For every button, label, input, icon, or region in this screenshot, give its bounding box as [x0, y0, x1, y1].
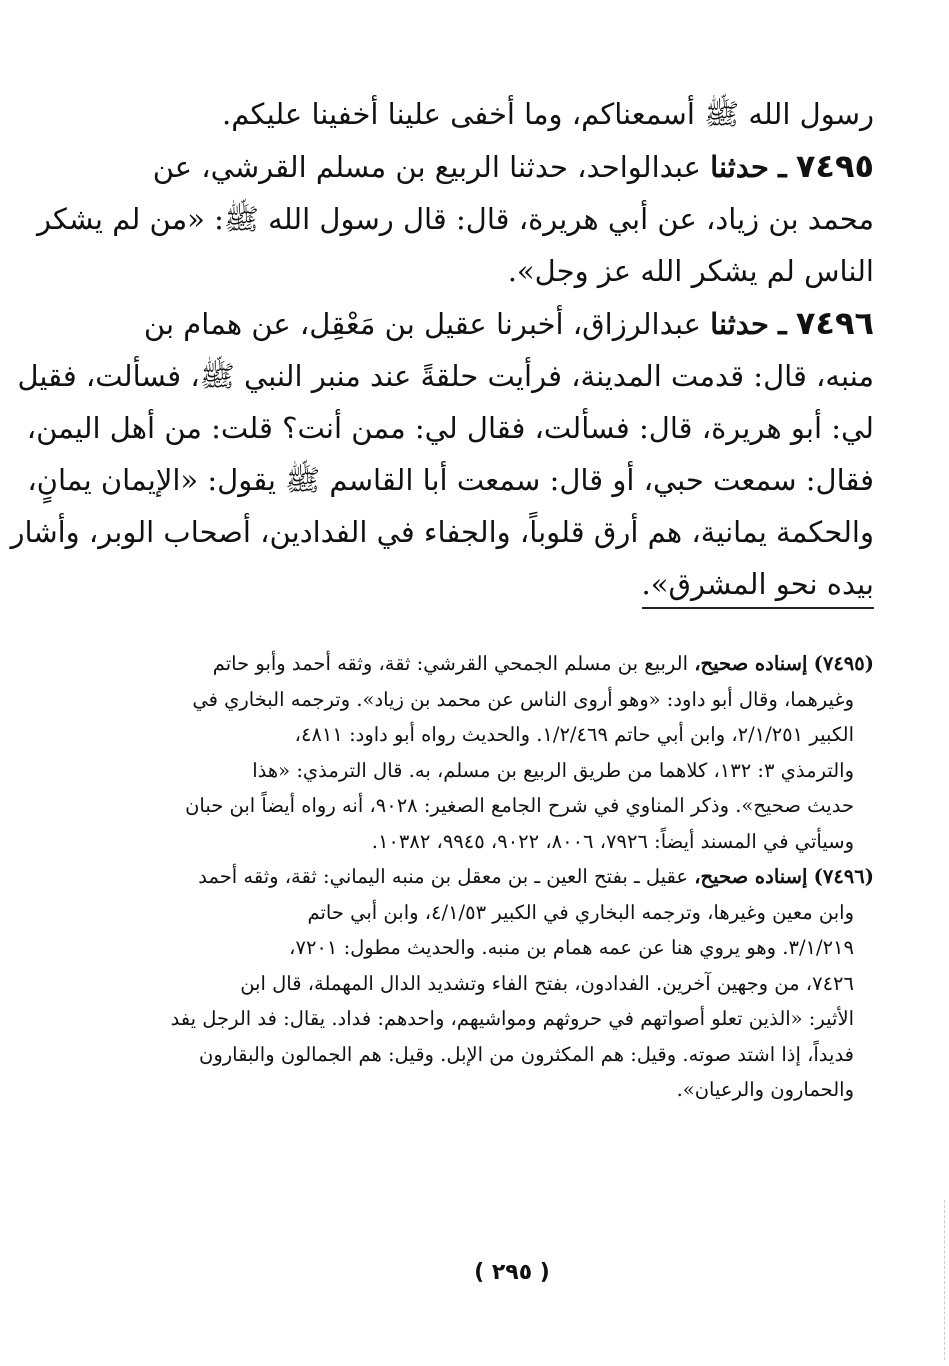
- hadith-text: عبدالواحد، حدثنا الربيع بن مسلم القرشي، عن: [152, 150, 701, 184]
- hadith-7496-heading-line: [143, 297, 874, 350]
- footnote-line: ٧٤٢٦، من وجهين آخرين. الفدادون، بفتح الفاء وتشديد الدال المهملة، قال ابن: [240, 971, 854, 995]
- hadith-dash: ـ: [778, 150, 787, 184]
- scan-edge-mark: [944, 1200, 945, 1360]
- hadith-7495-heading-line: [150, 140, 874, 193]
- hadith-number: ٧٤٩٥: [795, 147, 874, 185]
- hadith-keyword: حدثنا: [710, 307, 769, 341]
- main-text: [10, 88, 874, 610]
- footnotes: [150, 646, 874, 1108]
- footnote-line: والترمذي ٣: ١٣٢، كلاهما من طريق الربيع بن مسلم، به. قال الترمذي: «هذا: [252, 758, 854, 782]
- footnote-number: (٧٤٩٦): [813, 865, 874, 888]
- main-text-line: والحكمة يمانية، هم أرق قلوباً، والجفاء في الفدادين، أصحاب الوبر، وأشار: [10, 515, 874, 549]
- main-text-line: فقال: سمعت حبي، أو قال: سمعت أبا القاسم ﷺ يقول: «الإيمان يمانٍ،: [27, 463, 874, 497]
- footnote-text: عقيل ـ بفتح العين ـ بن معقل بن منبه اليماني: ثقة، وثقه أحمد: [198, 865, 689, 888]
- footnote-line: حديث صحيح». وذكر المناوي في شرح الجامع الصغير: ٩٠٢٨، أنه رواه أيضاً ابن حبان: [185, 794, 854, 817]
- page-number: ( ٢٩٥ ): [474, 1260, 550, 1285]
- hadith-number: ٧٤٩٦: [795, 304, 874, 342]
- footnote-keyword: إسناده صحيح،: [694, 652, 808, 675]
- footnote-line: الأثير: «الذين تعلو أصواتهم في حروثهم ومواشيهم، واحدهم: فداد. يقال: فد الرجل يفد: [170, 1007, 854, 1030]
- footnote-line: والحمارون والرعيان».: [676, 1078, 854, 1101]
- main-text-line: لي: أبو هريرة، قال: فسألت، فقال لي: ممن أنت؟ قلت: من أهل اليمن،: [26, 411, 874, 445]
- footnote-7495-first-line: [150, 646, 874, 682]
- footnote-line: ٣/١/٢١٩. وهو يروي هنا عن عمه همام بن منبه. والحديث مطول: ٧٢٠١،: [289, 936, 854, 959]
- footnote-number: (٧٤٩٥): [813, 652, 874, 675]
- footnote-line: الكبير ٢/١/٢٥١، وابن أبي حاتم ١/٢/٤٦٩. والحديث رواه أبو داود: ٤٨١١،: [294, 723, 854, 746]
- footnote-line: وسيأتي في المسند أيضاً: ٧٩٢٦، ٨٠٠٦، ٩٠٢٢، ٩٩٤٥، ١٠٣٨٢.: [371, 829, 854, 853]
- main-text-line: منبه، قال: قدمت المدينة، فرأيت حلقةً عند منبر النبي ﷺ، فسألت، فقيل: [17, 359, 874, 393]
- footnote-keyword: إسناده صحيح،: [694, 865, 808, 888]
- footnote-separator: [642, 607, 874, 609]
- footnote-line: وابن معين وغيرها، وترجمه البخاري في الكبير ٤/١/٥٣، وابن أبي حاتم: [307, 900, 854, 924]
- footnote-line: وغيرهما، وقال أبو داود: «وهو أروى الناس عن محمد بن زياد». وترجمه البخاري في: [192, 687, 854, 711]
- footnote-line: فديداً، إذا اشتد صوته. وقيل: هم المكثرون من الإبل. وقيل: هم الجمالون والبقارون: [199, 1042, 854, 1066]
- footnote-7496-first-line: [150, 859, 874, 895]
- main-text-line: بيده نحو المشرق».: [641, 567, 874, 601]
- main-text-line: محمد بن زياد، عن أبي هريرة، قال: قال رسول الله ﷺ: «من لم يشكر: [37, 202, 874, 236]
- hadith-text: عبدالرزاق، أخبرنا عقيل بن مَعْقِل، عن همام بن: [143, 307, 701, 341]
- main-text-line: الناس لم يشكر الله عز وجل».: [507, 254, 874, 288]
- document-page: [10, 0, 874, 1366]
- main-text-line: رسول الله ﷺ أسمعناكم، وما أخفى علينا أخفينا عليكم.: [222, 97, 874, 131]
- hadith-keyword: حدثنا: [710, 150, 769, 184]
- footnote-text: الربيع بن مسلم الجمحي القرشي: ثقة، وثقه أحمد وأبو حاتم: [212, 652, 689, 675]
- hadith-dash: ـ: [778, 307, 787, 341]
